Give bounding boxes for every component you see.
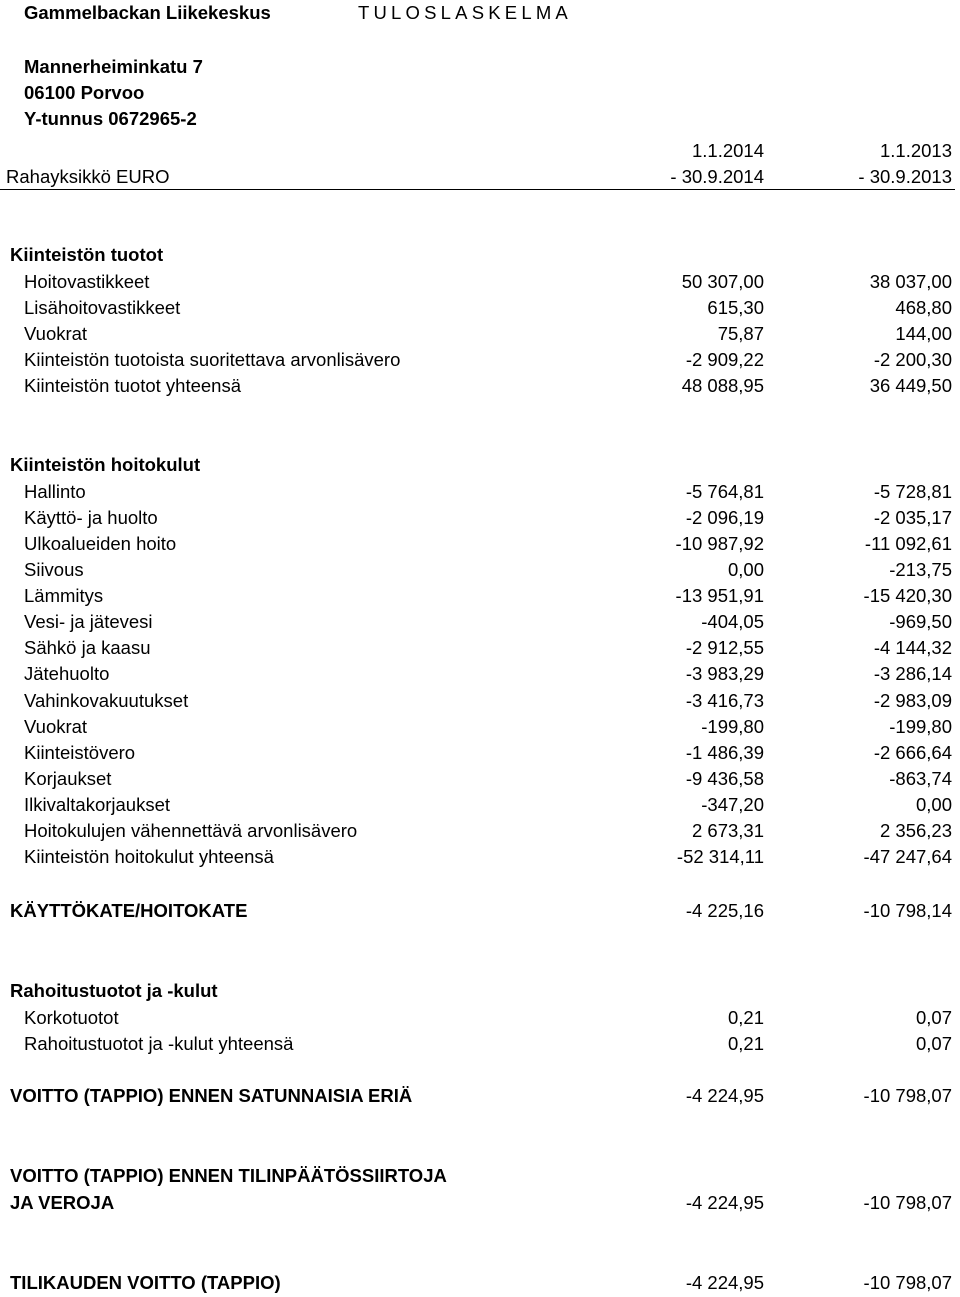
profit-before-appropriations-label-line2: JA VEROJA bbox=[10, 1192, 115, 1213]
period-2014-start: 1.1.2014 bbox=[691, 140, 764, 161]
line-item-label: Sähkö ja kaasu bbox=[24, 637, 151, 659]
line-item-value-2014: -2 096,19 bbox=[685, 507, 764, 529]
line-item-label: Vesi- ja jätevesi bbox=[24, 611, 153, 633]
line-item-value-2013: -969,50 bbox=[889, 611, 952, 633]
expenses-heading: Kiinteistön hoitokulut bbox=[10, 454, 201, 475]
line-item-value-2014: 0,21 bbox=[727, 1033, 764, 1054]
profit-before-appropriations-label-line1: VOITTO (TAPPIO) ENNEN TILINPÄÄTÖSSIIRTOJA bbox=[10, 1165, 447, 1186]
line-item-value-2014: -52 314,11 bbox=[676, 845, 764, 867]
line-item-value-2013: 144,00 bbox=[895, 323, 952, 344]
line-item-value-2014: 2 673,31 bbox=[691, 819, 764, 841]
line-item-label: Rahoitustuotot ja -kulut yhteensä bbox=[24, 1033, 294, 1054]
line-item-value-2013: 0,07 bbox=[915, 1033, 952, 1054]
line-item-label: Lämmitys bbox=[24, 585, 104, 607]
line-item-value-2013: -2 200,30 bbox=[873, 349, 952, 370]
line-item-label: Kiinteistön hoitokulut yhteensä bbox=[24, 845, 274, 867]
operating-margin-2014: -4 225,16 bbox=[685, 900, 764, 921]
line-item-value-2013: 468,80 bbox=[895, 297, 952, 318]
profit-before-appropriations-2013: -10 798,07 bbox=[863, 1192, 952, 1213]
net-result-2014: -4 224,95 bbox=[685, 1272, 764, 1293]
line-item-value-2013: -11 092,61 bbox=[864, 533, 952, 555]
line-item-label: Hoitovastikkeet bbox=[24, 271, 150, 292]
line-item-value-2013: -15 420,30 bbox=[863, 585, 952, 607]
line-item-label: Siivous bbox=[24, 559, 84, 581]
line-item-value-2014: -3 416,73 bbox=[685, 689, 764, 711]
company-name: Gammelbackan Liikekeskus bbox=[24, 2, 271, 23]
net-result-label: TILIKAUDEN VOITTO (TAPPIO) bbox=[10, 1272, 281, 1293]
revenue-heading: Kiinteistön tuotot bbox=[10, 244, 164, 265]
line-item-value-2014: -13 951,91 bbox=[675, 585, 764, 607]
line-item-label: Käyttö- ja huolto bbox=[24, 507, 158, 529]
line-item-label: Jätehuolto bbox=[24, 663, 110, 685]
line-item-label: Vuokrat bbox=[24, 715, 88, 737]
line-item-value-2013: -5 728,81 bbox=[873, 481, 952, 502]
line-item-value-2014: 0,21 bbox=[727, 1007, 764, 1028]
line-item-value-2013: -2 983,09 bbox=[873, 689, 952, 711]
line-item-value-2014: -9 436,58 bbox=[685, 767, 764, 789]
line-item-value-2013: -3 286,14 bbox=[873, 663, 952, 685]
line-item-value-2013: -199,80 bbox=[889, 715, 952, 737]
line-item-label: Hoitokulujen vähennettävä arvonlisävero bbox=[24, 819, 358, 841]
period-2014-end: - 30.9.2014 bbox=[670, 166, 764, 187]
address-street: Mannerheiminkatu 7 bbox=[24, 56, 203, 77]
line-item-value-2014: 50 307,00 bbox=[681, 271, 764, 292]
business-id: Y-tunnus 0672965-2 bbox=[24, 108, 197, 129]
period-2013-end: - 30.9.2013 bbox=[858, 166, 952, 187]
line-item-value-2013: 0,07 bbox=[915, 1007, 952, 1028]
line-item-label: Korkotuotot bbox=[24, 1007, 119, 1028]
line-item-value-2013: -4 144,32 bbox=[873, 637, 952, 659]
line-item-label: Korjaukset bbox=[24, 767, 112, 789]
currency-unit: Rahayksikkö EURO bbox=[6, 166, 170, 187]
line-item-value-2014: 0,00 bbox=[727, 559, 764, 581]
line-item-label: Vahinkovakuutukset bbox=[24, 689, 189, 711]
profit-before-extraordinary-2014: -4 224,95 bbox=[685, 1085, 764, 1106]
line-item-value-2014: -2 909,22 bbox=[685, 349, 764, 370]
line-item-label: Ilkivaltakorjaukset bbox=[24, 793, 171, 815]
line-item-label: Kiinteistön tuotoista suoritettava arvonlisävero bbox=[24, 349, 401, 370]
line-item-value-2014: 615,30 bbox=[707, 297, 764, 318]
line-item-label: Ulkoalueiden hoito bbox=[24, 533, 177, 555]
line-item-value-2013: 38 037,00 bbox=[869, 271, 952, 292]
line-item-value-2014: -3 983,29 bbox=[685, 663, 764, 685]
line-item-value-2014: -404,05 bbox=[701, 611, 764, 633]
line-item-value-2014: -10 987,92 bbox=[675, 533, 764, 555]
line-item-value-2014: -1 486,39 bbox=[685, 741, 764, 763]
line-item-value-2013: -863,74 bbox=[889, 767, 952, 789]
line-item-value-2013: 0,00 bbox=[915, 793, 952, 815]
line-item-value-2014: -2 912,55 bbox=[685, 637, 764, 659]
profit-before-extraordinary-label: VOITTO (TAPPIO) ENNEN SATUNNAISIA ERIÄ bbox=[10, 1085, 413, 1106]
financial-heading: Rahoitustuotot ja -kulut bbox=[10, 980, 218, 1001]
operating-margin-2013: -10 798,14 bbox=[863, 900, 952, 921]
profit-before-extraordinary-2013: -10 798,07 bbox=[863, 1085, 952, 1106]
net-result-2013: -10 798,07 bbox=[863, 1272, 952, 1293]
operating-margin-label: KÄYTTÖKATE/HOITOKATE bbox=[10, 900, 248, 921]
line-item-label: Kiinteistövero bbox=[24, 741, 136, 763]
line-item-label: Kiinteistön tuotot yhteensä bbox=[24, 375, 242, 396]
header-rule bbox=[0, 189, 955, 190]
line-item-value-2013: -2 035,17 bbox=[873, 507, 952, 529]
line-item-label: Vuokrat bbox=[24, 323, 88, 344]
line-item-value-2013: -47 247,64 bbox=[863, 845, 952, 867]
line-item-value-2013: -2 666,64 bbox=[873, 741, 952, 763]
profit-before-appropriations-2014: -4 224,95 bbox=[685, 1192, 764, 1213]
line-item-value-2013: 36 449,50 bbox=[869, 375, 952, 396]
address-postal: 06100 Porvoo bbox=[24, 82, 145, 103]
line-item-value-2013: 2 356,23 bbox=[879, 819, 952, 841]
line-item-value-2014: -199,80 bbox=[701, 715, 764, 737]
line-item-label: Lisähoitovastikkeet bbox=[24, 297, 181, 318]
line-item-value-2014: 48 088,95 bbox=[681, 375, 764, 396]
line-item-value-2014: -347,20 bbox=[701, 793, 764, 815]
line-item-value-2014: -5 764,81 bbox=[685, 481, 764, 502]
line-item-label: Hallinto bbox=[24, 481, 86, 502]
document-title: TULOSLASKELMA bbox=[358, 2, 572, 23]
line-item-value-2013: -213,75 bbox=[889, 559, 952, 581]
line-item-value-2014: 75,87 bbox=[717, 323, 764, 344]
period-2013-start: 1.1.2013 bbox=[879, 140, 952, 161]
